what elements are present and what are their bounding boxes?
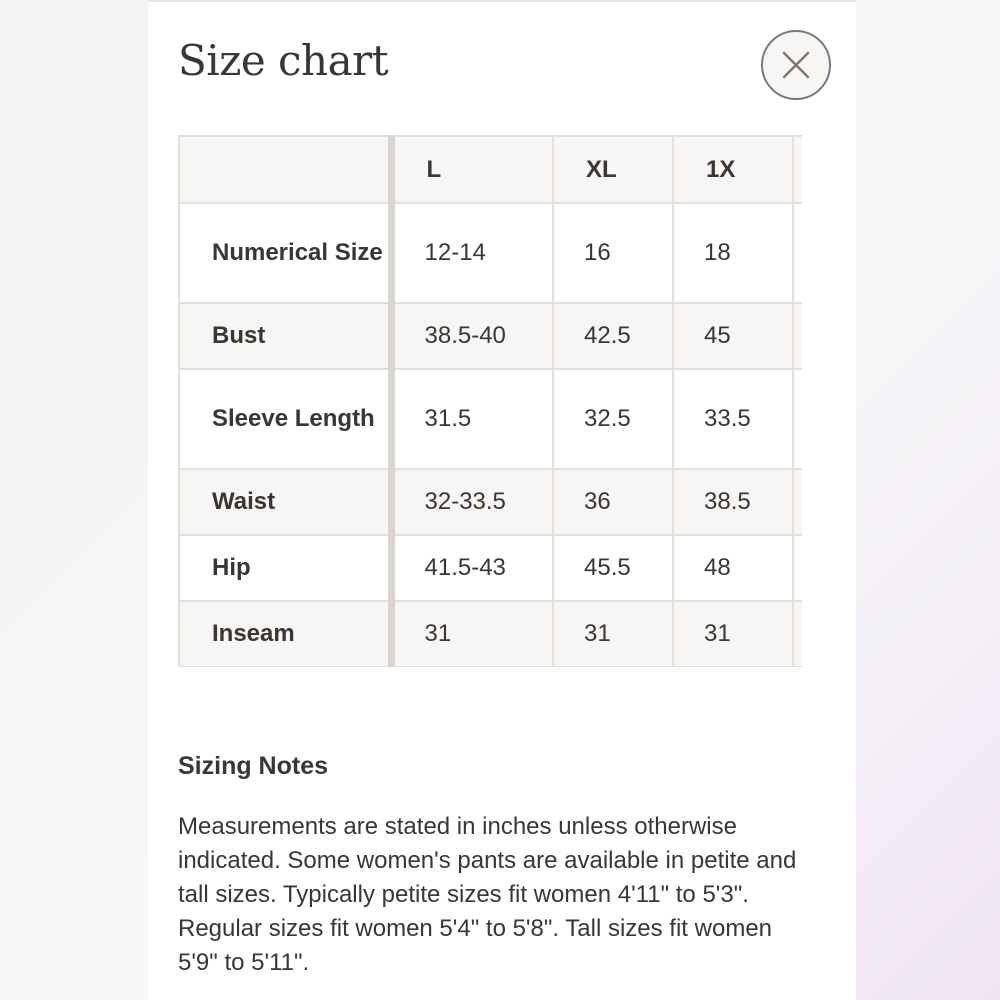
table-cell: 31.5 xyxy=(391,369,553,469)
row-label: Bust xyxy=(179,303,391,369)
table-cell: 16 xyxy=(553,203,673,303)
table-corner-cell xyxy=(179,136,391,203)
size-chart-modal xyxy=(148,0,856,1000)
table-cell: 32.5 xyxy=(553,369,673,469)
table-header-row xyxy=(179,136,802,203)
column-header-1x: 1X xyxy=(673,136,793,203)
table-cell: 45.5 xyxy=(553,535,673,601)
sizing-notes-text: Measurements are stated in inches unless otherwise indicated. Some women's pants are available in petite and tall sizes. Typically petite sizes fit women 4'11" to 5'3". Regular sizes fit women 5'4" to 5'8". Tall sizes fit women 5'9" to 5'11". xyxy=(178,813,797,976)
table-cell-overflow xyxy=(793,203,802,303)
table-cell: 12-14 xyxy=(391,203,553,303)
column-header-l: L xyxy=(391,136,553,203)
table-cell-overflow xyxy=(793,369,802,469)
column-header-xl: XL xyxy=(553,136,673,203)
table-cell-overflow xyxy=(793,303,802,369)
table-cell: 41.5-43 xyxy=(391,535,553,601)
close-button[interactable] xyxy=(761,30,831,100)
row-label: Numerical Size xyxy=(179,203,391,303)
close-icon xyxy=(781,50,811,80)
modal-title: Size chart xyxy=(178,36,389,85)
table-row xyxy=(179,535,802,601)
table-row xyxy=(179,303,802,369)
row-label: Waist xyxy=(179,469,391,535)
table-cell: 32-33.5 xyxy=(391,469,553,535)
table-cell: 31 xyxy=(553,601,673,667)
column-header-overflow xyxy=(793,136,802,203)
table-cell: 33.5 xyxy=(673,369,793,469)
table-cell: 18 xyxy=(673,203,793,303)
table-cell-overflow xyxy=(793,535,802,601)
table-cell: 31 xyxy=(673,601,793,667)
table-cell: 42.5 xyxy=(553,303,673,369)
table-row xyxy=(179,369,802,469)
table-cell: 45 xyxy=(673,303,793,369)
table-cell-overflow xyxy=(793,469,802,535)
table-cell: 38.5 xyxy=(673,469,793,535)
row-label: Sleeve Length xyxy=(179,369,391,469)
size-table-scroll-container[interactable] xyxy=(178,135,802,667)
table-cell: 48 xyxy=(673,535,793,601)
table-cell: 31 xyxy=(391,601,553,667)
table-row xyxy=(179,469,802,535)
row-label: Hip xyxy=(179,535,391,601)
table-cell-overflow xyxy=(793,601,802,667)
table-cell: 36 xyxy=(553,469,673,535)
row-label: Inseam xyxy=(179,601,391,667)
table-row xyxy=(179,203,802,303)
size-table xyxy=(178,135,802,667)
table-row xyxy=(179,601,802,667)
table-cell: 38.5-40 xyxy=(391,303,553,369)
sizing-notes-heading: Sizing Notes xyxy=(178,752,329,780)
